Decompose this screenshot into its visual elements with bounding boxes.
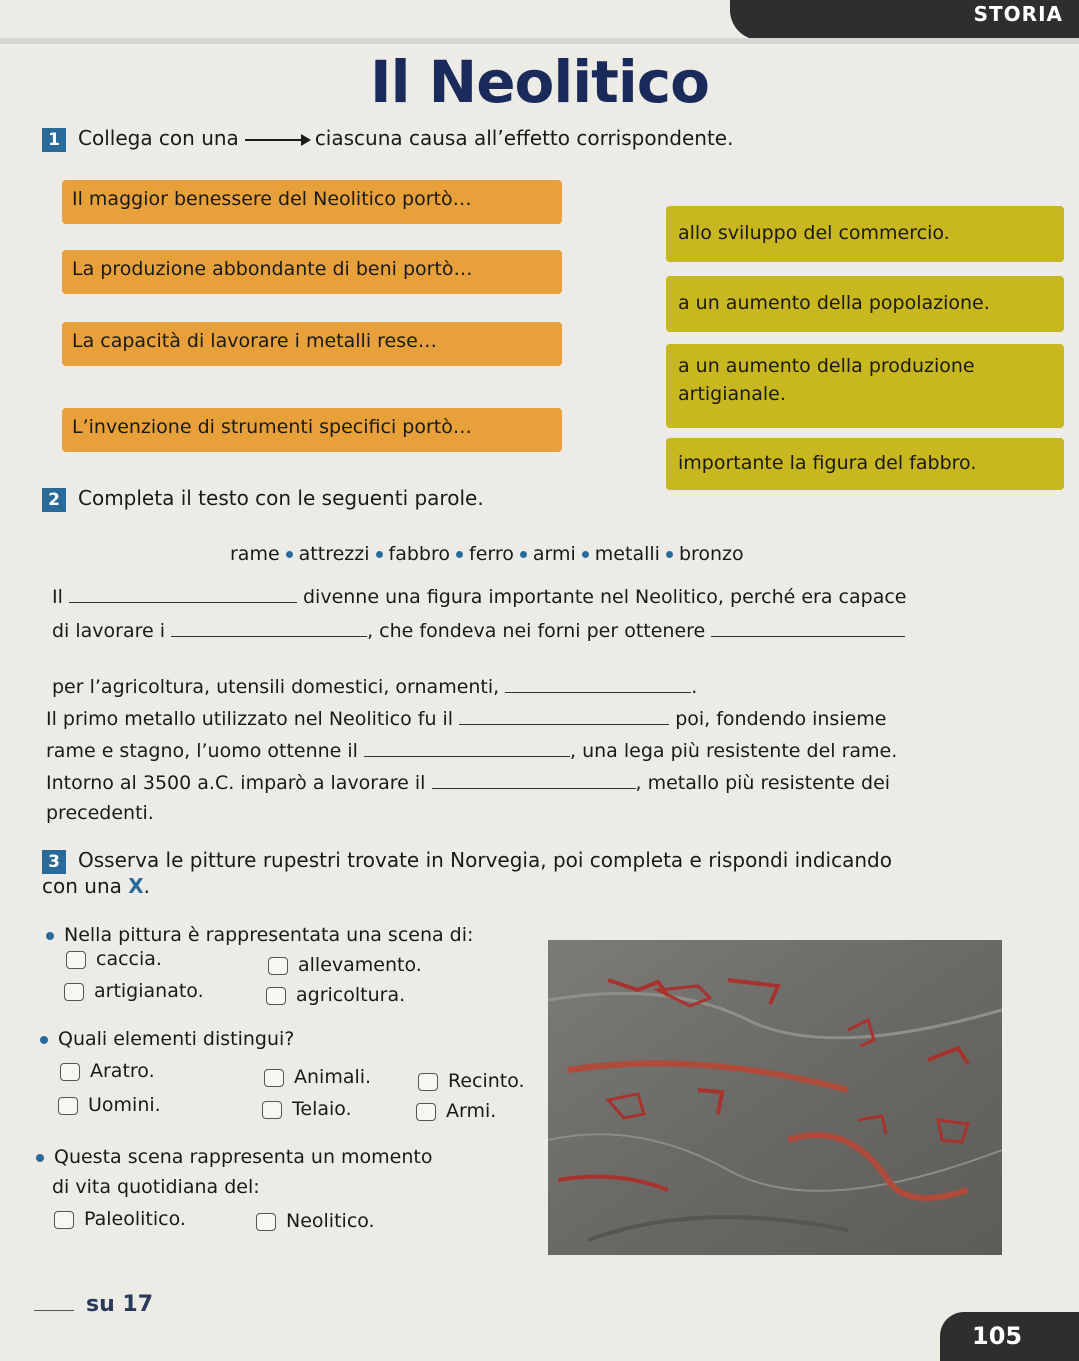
question-text: Quali elementi distingui? xyxy=(58,1028,295,1050)
option-label: caccia. xyxy=(96,948,162,970)
word: bronzo xyxy=(678,543,744,565)
option-artigianato[interactable] xyxy=(64,980,204,1002)
option-armi[interactable] xyxy=(416,1100,496,1122)
option-paleolitico[interactable] xyxy=(54,1208,186,1230)
x-mark: X xyxy=(128,874,144,898)
effect-2[interactable]: a un aumento della popolazione. xyxy=(666,276,1064,332)
option-aratro[interactable] xyxy=(60,1060,155,1082)
ex3-number: 3 xyxy=(42,850,66,874)
cause-2[interactable]: La produzione abbondante di beni portò… xyxy=(62,250,562,294)
option-recinto[interactable] xyxy=(418,1070,525,1092)
blank-field[interactable] xyxy=(711,636,905,637)
ex1-instruction xyxy=(42,126,733,152)
text-line-5 xyxy=(46,740,897,762)
separator-dot-icon xyxy=(582,551,589,558)
option-neolitico[interactable] xyxy=(256,1210,375,1232)
separator-dot-icon xyxy=(666,551,673,558)
cause-1[interactable]: Il maggior benessere del Neolitico portò… xyxy=(62,180,562,224)
option-agricoltura[interactable] xyxy=(266,984,405,1006)
checkbox-icon[interactable] xyxy=(266,987,286,1005)
question-1 xyxy=(46,924,473,946)
option-telaio[interactable] xyxy=(262,1098,352,1120)
ex1-number: 1 xyxy=(42,128,66,152)
text-fragment: , una lega più resistente del rame. xyxy=(570,740,898,762)
checkbox-icon[interactable] xyxy=(66,951,86,969)
ex2-number: 2 xyxy=(42,488,66,512)
option-label: Neolitico. xyxy=(286,1210,375,1232)
question-text: Nella pittura è rappresentata una scena di: xyxy=(64,924,474,946)
blank-field[interactable] xyxy=(69,602,297,603)
text-fragment: Intorno al 3500 a.C. imparò a lavorare il xyxy=(46,772,426,794)
separator-dot-icon xyxy=(520,551,527,558)
separator-dot-icon xyxy=(376,551,383,558)
cause-3[interactable]: La capacità di lavorare i metalli rese… xyxy=(62,322,562,366)
word: rame xyxy=(230,543,280,565)
score-blank[interactable] xyxy=(34,1310,74,1311)
ex3-instruction xyxy=(42,848,892,874)
effect-3[interactable]: a un aumento della produzione artigianale. xyxy=(666,344,1064,428)
effect-1[interactable]: allo sviluppo del commercio. xyxy=(666,206,1064,262)
option-label: Aratro. xyxy=(90,1060,155,1082)
rock-painting-image xyxy=(548,940,1002,1255)
text-line-7: precedenti. xyxy=(46,802,154,824)
option-caccia[interactable] xyxy=(66,948,162,970)
checkbox-icon[interactable] xyxy=(418,1073,438,1091)
option-allevamento[interactable] xyxy=(268,954,422,976)
page-title: Il Neolitico xyxy=(370,48,709,116)
option-label: artigianato. xyxy=(94,980,204,1002)
checkbox-icon[interactable] xyxy=(268,957,288,975)
text-line-2 xyxy=(52,620,905,642)
checkbox-icon[interactable] xyxy=(60,1063,80,1081)
bullet-icon xyxy=(46,932,54,940)
checkbox-icon[interactable] xyxy=(64,983,84,1001)
option-label: agricoltura. xyxy=(296,984,406,1006)
blank-field[interactable] xyxy=(505,692,691,693)
checkbox-icon[interactable] xyxy=(262,1101,282,1119)
page-number: 105 xyxy=(972,1322,1023,1350)
text-line-1 xyxy=(52,586,907,608)
question-3 xyxy=(36,1146,432,1168)
arrow-icon xyxy=(245,139,309,141)
checkbox-icon[interactable] xyxy=(416,1103,436,1121)
option-animali[interactable] xyxy=(264,1066,371,1088)
blank-field[interactable] xyxy=(171,636,367,637)
text-line-3 xyxy=(52,676,697,698)
word: armi xyxy=(532,543,576,565)
ex1-instruction-a: Collega con una xyxy=(78,126,239,150)
section-tab xyxy=(730,0,1079,40)
text-fragment: . xyxy=(691,676,698,698)
ex3-instruction-line2b: . xyxy=(143,874,151,898)
text-fragment: poi, fondendo insieme xyxy=(675,708,887,730)
section-label: STORIA xyxy=(973,2,1063,26)
ex2-instruction xyxy=(42,486,484,512)
text-fragment: divenne una figura importante nel Neolitico, perché era capace xyxy=(302,586,907,608)
option-label: Armi. xyxy=(446,1100,497,1122)
word: ferro xyxy=(469,543,514,565)
text-fragment: , che fondeva nei forni per ottenere xyxy=(367,620,706,642)
rock-painting-illustration xyxy=(548,940,1002,1255)
option-label: Uomini. xyxy=(88,1094,161,1116)
checkbox-icon[interactable] xyxy=(264,1069,284,1087)
ex3-instruction-line1: Osserva le pitture rupestri trovate in Norvegia, poi completa e rispondi indicando xyxy=(78,848,892,872)
text-fragment: , metallo più resistente dei xyxy=(635,772,891,794)
text-fragment: per l’agricoltura, utensili domestici, ornamenti, xyxy=(52,676,500,698)
text-line-4 xyxy=(46,708,887,730)
word: fabbro xyxy=(388,543,450,565)
ex3-instruction-l2 xyxy=(42,874,150,898)
text-fragment: di lavorare i xyxy=(52,620,166,642)
option-label: Animali. xyxy=(294,1066,372,1088)
ex2-instruction-text: Completa il testo con le seguenti parole. xyxy=(78,486,484,510)
blank-field[interactable] xyxy=(459,724,669,725)
option-uomini[interactable] xyxy=(58,1094,161,1116)
question-3-line2: di vita quotidiana del: xyxy=(52,1176,260,1198)
blank-field[interactable] xyxy=(364,756,570,757)
option-label: Telaio. xyxy=(292,1098,352,1120)
bullet-icon xyxy=(36,1154,44,1162)
checkbox-icon[interactable] xyxy=(54,1211,74,1229)
ex1-instruction-b: ciascuna causa all’effetto corrispondente. xyxy=(314,126,734,150)
score-label: su 17 xyxy=(86,1292,154,1317)
effect-4[interactable]: importante la figura del fabbro. xyxy=(666,438,1064,490)
top-rule xyxy=(0,38,1079,44)
option-label: Paleolitico. xyxy=(84,1208,186,1230)
question-text: Questa scena rappresenta un momento xyxy=(54,1146,433,1168)
option-label: Recinto. xyxy=(448,1070,525,1092)
checkbox-icon[interactable] xyxy=(58,1097,78,1115)
separator-dot-icon xyxy=(286,551,293,558)
checkbox-icon[interactable] xyxy=(256,1213,276,1231)
blank-field[interactable] xyxy=(432,788,636,789)
question-2 xyxy=(40,1028,294,1050)
text-line-6 xyxy=(46,772,890,794)
text-fragment: rame e stagno, l’uomo ottenne il xyxy=(46,740,358,762)
text-fragment: Il primo metallo utilizzato nel Neolitico fu il xyxy=(46,708,454,730)
word-bank xyxy=(230,543,744,565)
word: metalli xyxy=(594,543,660,565)
ex3-instruction-line2a: con una xyxy=(42,874,122,898)
cause-4[interactable]: L’invenzione di strumenti specifici portò… xyxy=(62,408,562,452)
bullet-icon xyxy=(40,1036,48,1044)
word: attrezzi xyxy=(298,543,370,565)
option-label: allevamento. xyxy=(298,954,422,976)
text-fragment: Il xyxy=(52,586,63,608)
separator-dot-icon xyxy=(456,551,463,558)
